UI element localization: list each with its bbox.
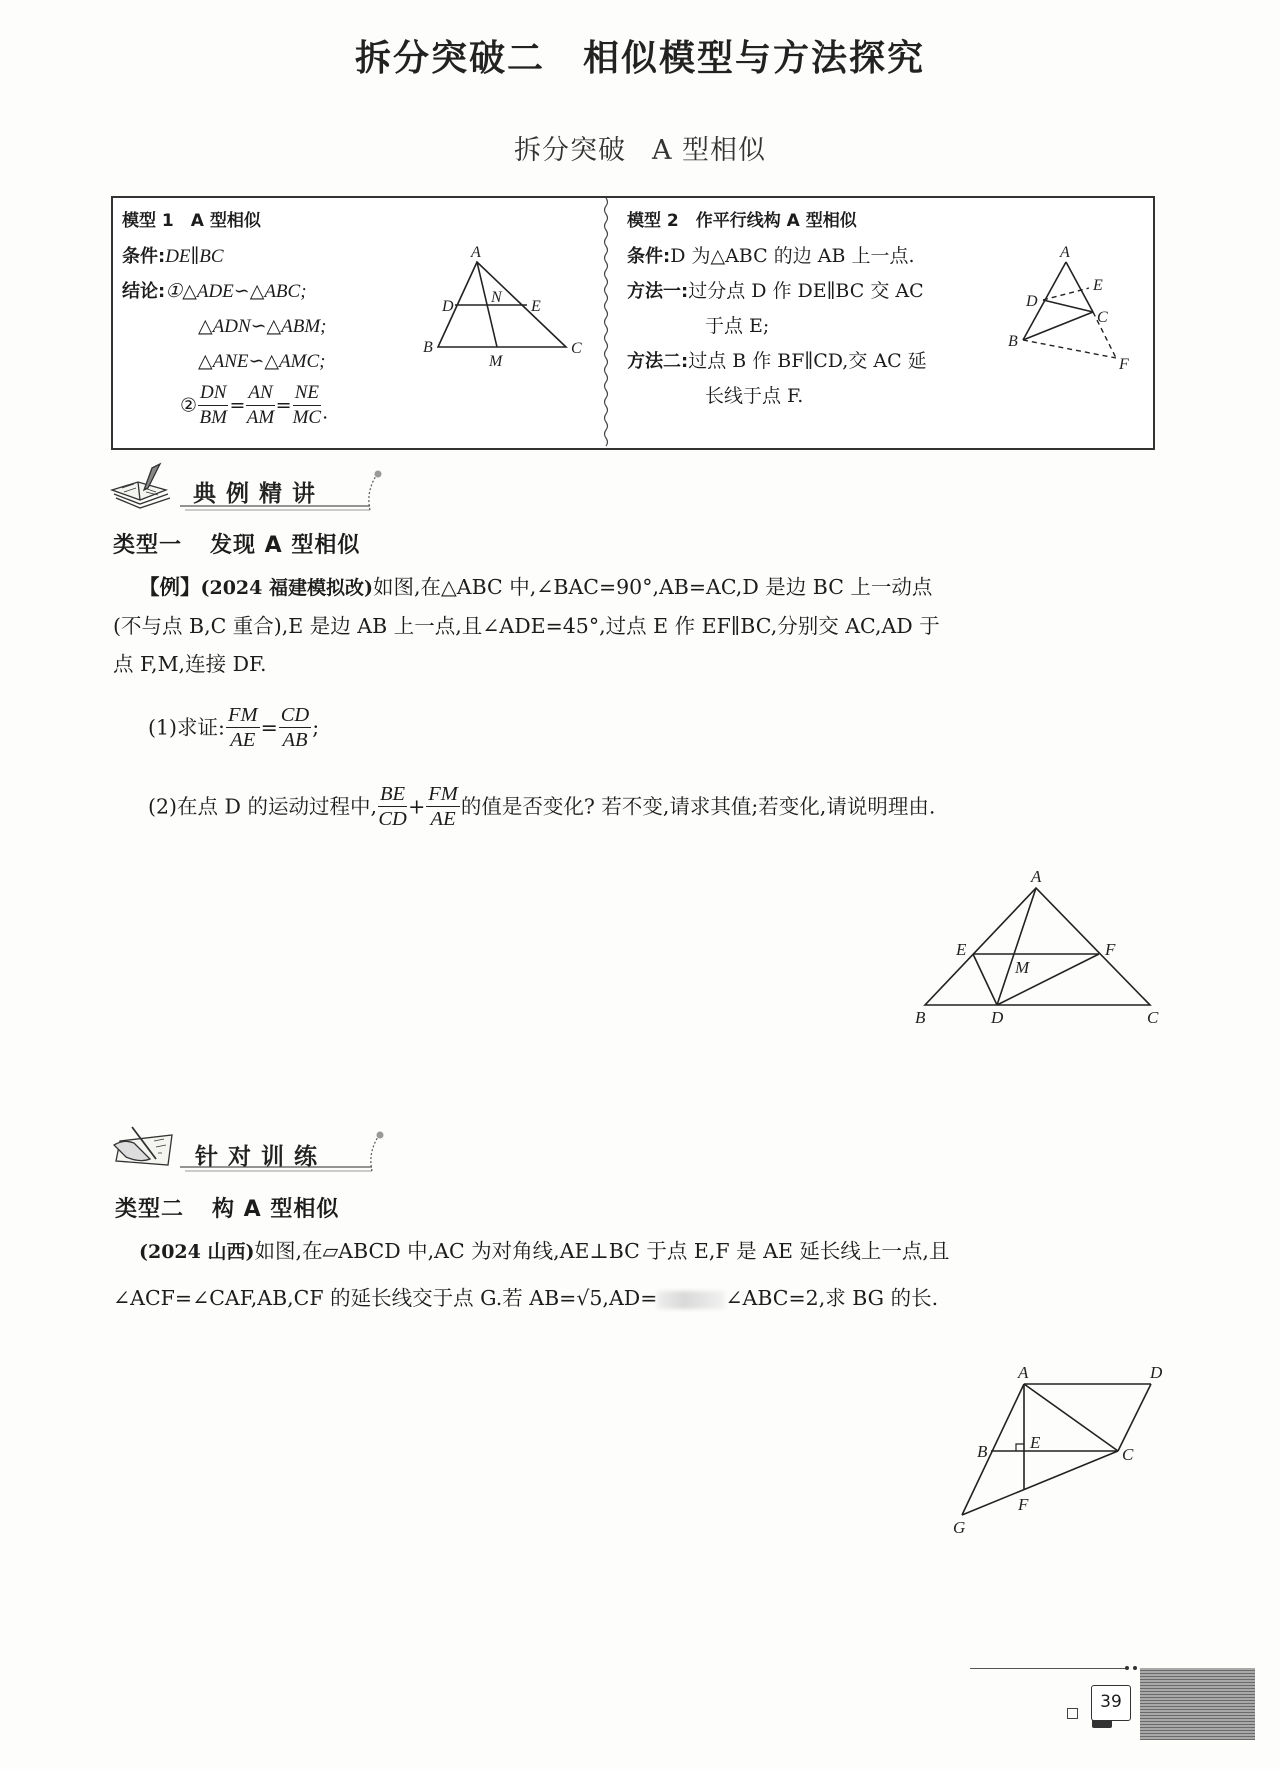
label-N: N bbox=[491, 289, 502, 306]
model2-panel bbox=[627, 204, 1007, 414]
part2-prefix: (2)在点 D 的运动过程中, bbox=[148, 794, 378, 819]
banner-underline-decoration bbox=[180, 466, 390, 516]
title-part2: 相似模型与方法探究 bbox=[583, 37, 926, 79]
label-A: A bbox=[1031, 867, 1042, 886]
banner-example: 典例精讲 bbox=[193, 481, 325, 507]
conclusion-line-3: △ANE∽△AMC; bbox=[198, 351, 326, 372]
part2-suffix: 的值是否变化? 若不变,请求其值;若变化,请说明理由. bbox=[460, 794, 936, 819]
practice-line-1: (2024 山西)如图,在▱ABCD 中,AC 为对角线,AE⊥BC 于点 E,F 是 AE 延长线上一点,且 bbox=[139, 1239, 950, 1263]
ratio-frac-3: $\frac{NE}{MC}$ bbox=[292, 382, 322, 428]
condition-label: 条件: bbox=[627, 246, 671, 267]
model1-conclusion bbox=[122, 274, 422, 309]
practice-source: (2024 山西) bbox=[139, 1241, 255, 1263]
method2-label: 方法二: bbox=[627, 351, 689, 372]
label-D: D bbox=[1150, 1363, 1163, 1382]
condition-value: DE∥BC bbox=[165, 246, 224, 267]
type2-prefix: 类型二 bbox=[115, 1197, 185, 1222]
part2-frac-2: $\frac{FM}{AE}$ bbox=[428, 783, 458, 830]
problem-line-3: 点 F,M,连接 DF. bbox=[113, 652, 267, 676]
example-part2: (2)在点 D 的运动过程中, $\frac{BE}{CD}$ + $\frac{FM}{AE}$ 的值是否变化? 若不变,请求其值;若变化,请说明理由. bbox=[148, 783, 936, 830]
redacted-value bbox=[657, 1291, 725, 1309]
label-D: D bbox=[442, 298, 454, 315]
writing-hand-icon bbox=[110, 1125, 180, 1170]
subtitle-part1: 拆分突破 bbox=[513, 135, 626, 166]
model1-condition bbox=[122, 239, 422, 274]
parallelogram-diagram bbox=[945, 1360, 1175, 1535]
label-F: F bbox=[1105, 940, 1116, 959]
condition-value: D 为△ABC 的边 AB 上一点. bbox=[670, 245, 915, 267]
example-triangle-diagram bbox=[905, 865, 1175, 1030]
label-C: C bbox=[1122, 1445, 1134, 1464]
ratio-frac-1: $\frac{DN}{BM}$ bbox=[199, 382, 227, 428]
model2-method1 bbox=[627, 274, 1007, 309]
label-G: G bbox=[953, 1518, 966, 1535]
ratio-frac-2: $\frac{AN}{AM}$ bbox=[246, 382, 275, 428]
practice-problem bbox=[113, 1232, 1163, 1317]
model2-triangle-diagram bbox=[1000, 240, 1150, 380]
label-B: B bbox=[1008, 333, 1018, 350]
label-A: A bbox=[471, 244, 481, 261]
method2-line1: 过点 B 作 BF∥CD,交 AC 延 bbox=[688, 350, 927, 372]
label-E: E bbox=[956, 940, 967, 959]
label-B: B bbox=[423, 339, 433, 356]
model1-triangle-diagram bbox=[415, 240, 595, 370]
method1-label: 方法一: bbox=[627, 281, 689, 302]
conclusion-label: 结论: bbox=[122, 281, 166, 302]
label-B: B bbox=[915, 1008, 926, 1027]
ratio-prefix: ② bbox=[180, 394, 198, 417]
banner-practice: 针对训练 bbox=[195, 1144, 327, 1170]
model1-ratios: ② $\frac{DN}{BM}$ = $\frac{AN}{AM}$ = $\frac{NE}{MC}$ . bbox=[180, 382, 329, 428]
practice-line-2: ∠ACF=∠CAF,AB,CF 的延长线交于点 G.若 AB=√5,AD= ∠ABC=2,求 BG 的长. bbox=[113, 1286, 939, 1310]
method2-line2: 长线于点 F. bbox=[705, 385, 804, 407]
condition-label: 条件: bbox=[122, 246, 166, 267]
example-source: (2024 福建模拟改) bbox=[200, 577, 373, 599]
label-A: A bbox=[1060, 244, 1070, 261]
label-D: D bbox=[991, 1008, 1004, 1027]
type1-heading bbox=[113, 528, 360, 559]
example-problem bbox=[113, 568, 1163, 683]
label-C: C bbox=[1097, 309, 1108, 326]
conclusion-line-2: △ADN∽△ABM; bbox=[198, 316, 327, 337]
label-C: C bbox=[1147, 1008, 1159, 1027]
ratio-suffix: . bbox=[322, 401, 329, 424]
example-tag: 【例】 bbox=[139, 575, 201, 599]
model2-heading: 模型 2 作平行线构 A 型相似 bbox=[627, 211, 857, 231]
page-number: 39 bbox=[1091, 1685, 1131, 1721]
label-B: B bbox=[977, 1442, 988, 1461]
footer-hatched-block bbox=[1140, 1668, 1255, 1740]
footer-rule bbox=[970, 1668, 1128, 1669]
wavy-divider bbox=[601, 198, 611, 448]
type2-heading bbox=[115, 1192, 339, 1223]
problem-line-2: (不与点 B,C 重合),E 是边 AB 上一点,且∠ADE=45°,过点 E 作 EF∥BC,分别交 AC,AD 于 bbox=[113, 614, 940, 638]
part1-prefix: (1)求证: bbox=[148, 715, 225, 740]
open-book-icon bbox=[108, 462, 178, 512]
label-M: M bbox=[1015, 958, 1030, 977]
label-C: C bbox=[571, 340, 582, 357]
footer-checkbox-mark bbox=[1067, 1708, 1078, 1719]
label-D: D bbox=[1026, 293, 1038, 310]
label-E: E bbox=[1093, 277, 1103, 294]
example-part1: (1)求证: $\frac{FM}{AE}$ = $\frac{CD}{AB}$ ; bbox=[148, 704, 320, 751]
type1-title: 发现 A 型相似 bbox=[210, 533, 361, 558]
label-E: E bbox=[531, 298, 541, 315]
part2-frac-1: $\frac{BE}{CD}$ bbox=[378, 783, 407, 830]
model2-method2 bbox=[627, 344, 1007, 379]
method1-line2: 于点 E; bbox=[705, 315, 770, 337]
conclusion-line-1: ①△ADE∽△ABC; bbox=[165, 281, 307, 302]
type2-title: 构 A 型相似 bbox=[212, 1197, 340, 1222]
page-title bbox=[0, 30, 1280, 81]
subtitle-part2: A 型相似 bbox=[651, 135, 767, 166]
method1-line1: 过分点 D 作 DE∥BC 交 AC bbox=[688, 280, 924, 302]
part1-frac-left: $\frac{FM}{AE}$ bbox=[227, 704, 258, 751]
footer-dot bbox=[1133, 1666, 1137, 1670]
title-part1: 拆分突破二 bbox=[354, 37, 545, 79]
label-F: F bbox=[1018, 1495, 1029, 1514]
part1-frac-right: $\frac{CD}{AB}$ bbox=[280, 704, 310, 751]
page-subtitle bbox=[0, 128, 1280, 167]
footer-dot bbox=[1125, 1666, 1129, 1670]
label-F: F bbox=[1119, 356, 1129, 373]
label-A: A bbox=[1018, 1363, 1029, 1382]
model2-condition bbox=[627, 239, 1007, 274]
label-M: M bbox=[489, 353, 503, 370]
type1-prefix: 类型一 bbox=[113, 533, 183, 558]
model1-panel bbox=[122, 204, 422, 430]
model1-heading: 模型 1 A 型相似 bbox=[122, 211, 261, 231]
label-E: E bbox=[1030, 1433, 1041, 1452]
banner-underline-decoration bbox=[180, 1125, 390, 1175]
problem-line-1: 【例】(2024 福建模拟改)如图,在△ABC 中,∠BAC=90°,AB=AC,D 是边 BC 上一动点 bbox=[139, 575, 933, 599]
